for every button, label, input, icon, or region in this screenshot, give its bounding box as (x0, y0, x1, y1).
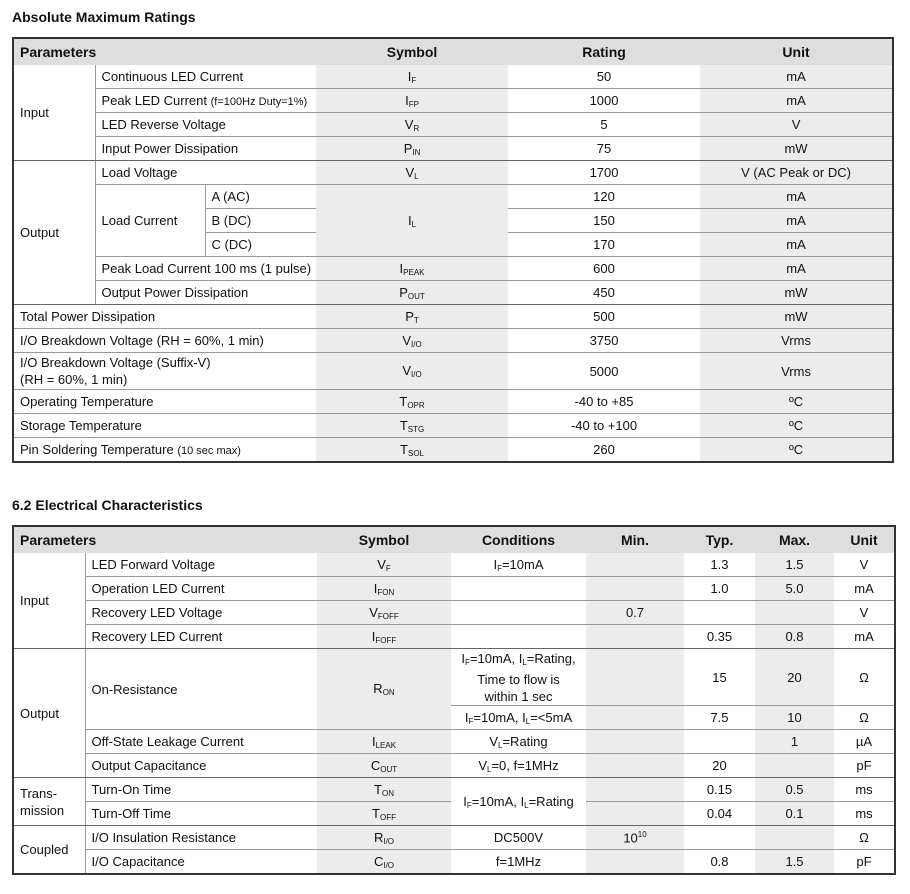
max-cell: 1.5 (755, 850, 834, 875)
symbol-cell: $V_{I/O}$ (316, 353, 508, 390)
table-row (13, 185, 893, 209)
unit-cell: ºC (700, 390, 893, 414)
param-cell: Peak Load Current 100 ms (1 pulse) (95, 257, 316, 281)
table-row (13, 438, 893, 463)
symbol-cell: $I_{FP}$ (316, 89, 508, 113)
rating-cell: -40 to +100 (508, 414, 700, 438)
unit-cell: mW (700, 281, 893, 305)
symbol-cell: $I_L$ (316, 185, 508, 257)
min-cell (586, 754, 684, 778)
load-current-label: Load Current (95, 185, 205, 257)
conditions-cell: $V_L=0$, f=1MHz (451, 754, 586, 778)
table-row (13, 329, 893, 353)
unit-cell: Vrms (700, 329, 893, 353)
conditions-cell (451, 625, 586, 649)
unit-cell: mW (700, 137, 893, 161)
symbol-cell: $I_{PEAK}$ (316, 257, 508, 281)
table-row (13, 601, 895, 625)
typ-cell: 20 (684, 754, 755, 778)
param-cell: C (DC) (205, 233, 316, 257)
section-title-absolute-max: Absolute Maximum Ratings (12, 9, 196, 25)
conditions-cell (451, 577, 586, 601)
rating-cell: 3750 (508, 329, 700, 353)
param-cell: Input Power Dissipation (95, 137, 316, 161)
param-cell: Pin Soldering Temperature (10 sec max) (20, 442, 241, 457)
param-cell: B (DC) (205, 209, 316, 233)
min-cell (586, 778, 684, 802)
rating-cell: 5 (508, 113, 700, 137)
electrical-characteristics-table (12, 525, 896, 875)
conditions-cell: $I_F=10mA$ (451, 553, 586, 577)
min-cell: $10^{10}$ (586, 826, 684, 850)
param-cell: I/O Breakdown Voltage (Suffix-V) (RH = 60%, 1 min) (13, 353, 316, 390)
table-row (13, 778, 895, 802)
conditions-cell: DC500V (451, 826, 586, 850)
table-row (13, 850, 895, 875)
max-cell: 1.5 (755, 553, 834, 577)
symbol-cell: $V_R$ (316, 113, 508, 137)
symbol-cell: $R_{ON}$ (317, 649, 451, 730)
max-cell: 1 (755, 730, 834, 754)
symbol-cell: $I_{FON}$ (317, 577, 451, 601)
rating-cell: 150 (508, 209, 700, 233)
unit-cell: mA (700, 185, 893, 209)
group-input: Input (13, 553, 85, 649)
typ-cell: 0.15 (684, 778, 755, 802)
unit-cell: mA (700, 65, 893, 89)
group-input: Input (13, 65, 95, 161)
symbol-cell: $P_T$ (316, 305, 508, 329)
symbol-cell: $P_{IN}$ (316, 137, 508, 161)
table-row (13, 305, 893, 329)
symbol-cell: $V_L$ (316, 161, 508, 185)
unit-cell: mA (700, 257, 893, 281)
unit-cell: ºC (700, 438, 893, 463)
table-row (13, 553, 895, 577)
max-cell: 0.5 (755, 778, 834, 802)
header-conditions: Conditions (451, 526, 586, 553)
symbol-cell: $V_F$ (317, 553, 451, 577)
unit-cell: ms (834, 778, 895, 802)
param-cell: Operation LED Current (85, 577, 317, 601)
param-cell: Output Power Dissipation (95, 281, 316, 305)
table-row (13, 89, 893, 113)
unit-cell: mA (700, 209, 893, 233)
param-cell: Operating Temperature (13, 390, 316, 414)
rating-cell: 450 (508, 281, 700, 305)
symbol-cell: $I_F$ (316, 65, 508, 89)
param-cell: Storage Temperature (13, 414, 316, 438)
unit-cell: mW (700, 305, 893, 329)
param-cell: A (AC) (205, 185, 316, 209)
table-row (13, 65, 893, 89)
symbol-cell: $I_{LEAK}$ (317, 730, 451, 754)
table-row (13, 353, 893, 390)
min-cell (586, 553, 684, 577)
symbol-cell: $V_{FOFF}$ (317, 601, 451, 625)
conditions-cell: $V_L=Rating$ (451, 730, 586, 754)
conditions-cell: f=1MHz (495, 854, 542, 869)
param-cell: LED Forward Voltage (85, 553, 317, 577)
min-cell (586, 625, 684, 649)
typ-cell: 0.8 (710, 854, 729, 869)
param-cell: Turn-Off Time (85, 802, 317, 826)
header-parameters: Parameters (13, 38, 316, 65)
conditions-cell: $I_F=10mA$, $I_L=<5mA$ (451, 706, 586, 730)
symbol-cell: $T_{ON}$ (317, 778, 451, 802)
typ-cell (684, 730, 755, 754)
unit-cell: mA (834, 625, 895, 649)
unit-cell: Ω (834, 649, 895, 706)
symbol-cell: $T_{STG}$ (316, 414, 508, 438)
table-row (13, 625, 895, 649)
header-min: Min. (586, 526, 684, 553)
param-cell: Off-State Leakage Current (85, 730, 317, 754)
symbol-cell: $P_{OUT}$ (316, 281, 508, 305)
param-cell: Recovery LED Voltage (85, 601, 317, 625)
header-typ: Typ. (684, 526, 755, 553)
symbol-cell: $T_{OPR}$ (316, 390, 508, 414)
rating-cell: 600 (508, 257, 700, 281)
rating-cell: 120 (508, 185, 700, 209)
unit-cell: µA (834, 730, 895, 754)
unit-cell: Vrms (700, 353, 893, 390)
max-cell: 10 (755, 706, 834, 730)
rating-cell: 1000 (508, 89, 700, 113)
symbol-cell: $C_{OUT}$ (317, 754, 451, 778)
table-row (13, 390, 893, 414)
symbol-cell: $T_{OFF}$ (317, 802, 451, 826)
table-row (13, 113, 893, 137)
min-cell (586, 649, 684, 706)
rating-cell: 170 (508, 233, 700, 257)
section-title-electrical: 6.2 Electrical Characteristics (12, 497, 203, 513)
table-row (13, 649, 895, 706)
rating-cell: 260 (593, 442, 615, 457)
header-rating: Rating (508, 38, 700, 65)
typ-cell: 15 (684, 649, 755, 706)
unit-cell: V (834, 601, 895, 625)
header-max: Max. (755, 526, 834, 553)
unit-cell: pF (856, 854, 872, 869)
param-cell: Peak LED Current (f=100Hz Duty=1%) (95, 89, 316, 113)
rating-cell: 1700 (508, 161, 700, 185)
rating-cell: 5000 (508, 353, 700, 390)
min-cell (586, 802, 684, 826)
param-cell: Turn-On Time (85, 778, 317, 802)
min-cell (586, 577, 684, 601)
symbol-cell: $T_{SOL}$ (316, 438, 508, 463)
conditions-cell: $I_F=10mA$, $I_L=Rating$ (451, 778, 586, 826)
param-cell: LED Reverse Voltage (95, 113, 316, 137)
table-row (13, 754, 895, 778)
rating-cell: 50 (508, 65, 700, 89)
max-cell (755, 826, 834, 850)
max-cell: 5.0 (755, 577, 834, 601)
header-unit: Unit (700, 38, 893, 65)
unit-cell: Ω (834, 826, 895, 850)
absolute-maximum-ratings-table (12, 37, 894, 463)
typ-cell: 0.35 (684, 625, 755, 649)
typ-cell: 0.04 (684, 802, 755, 826)
typ-cell: 1.3 (684, 553, 755, 577)
header-row (13, 38, 893, 65)
header-symbol: Symbol (317, 526, 451, 553)
conditions-cell (451, 601, 586, 625)
unit-cell: V (700, 113, 893, 137)
table-row (13, 161, 893, 185)
rating-cell: 500 (508, 305, 700, 329)
max-cell: 0.8 (755, 625, 834, 649)
typ-cell: 1.0 (684, 577, 755, 601)
unit-cell: mA (700, 233, 893, 257)
table-row (13, 730, 895, 754)
max-cell: 0.1 (755, 802, 834, 826)
header-unit: Unit (834, 526, 895, 553)
min-cell: 0.7 (586, 601, 684, 625)
header-row (13, 526, 895, 553)
symbol-cell: $R_{I/O}$ (317, 826, 451, 850)
group-transmission: Trans- mission (13, 778, 85, 826)
param-cell: Total Power Dissipation (13, 305, 316, 329)
typ-cell (684, 826, 755, 850)
table-row (13, 137, 893, 161)
param-cell: Continuous LED Current (95, 65, 316, 89)
max-cell (755, 601, 834, 625)
param-cell: On-Resistance (85, 649, 317, 730)
param-cell: I/O Breakdown Voltage (RH = 60%, 1 min) (13, 329, 316, 353)
conditions-cell: $I_F=10mA$, $I_L=Rating$, Time to flow is within 1 sec (451, 649, 586, 706)
param-cell: Output Capacitance (85, 754, 317, 778)
unit-cell: Ω (834, 706, 895, 730)
unit-cell: V (834, 553, 895, 577)
unit-cell: mA (834, 577, 895, 601)
unit-cell: ºC (700, 414, 893, 438)
unit-cell: V (AC Peak or DC) (700, 161, 893, 185)
header-parameters: Parameters (13, 526, 317, 553)
min-cell (586, 706, 684, 730)
header-symbol: Symbol (316, 38, 508, 65)
max-cell (755, 754, 834, 778)
group-output: Output (13, 649, 85, 778)
param-cell: Load Voltage (95, 161, 316, 185)
typ-cell (684, 601, 755, 625)
symbol-cell: $C_{I/O}$ (317, 850, 451, 875)
table-row (13, 414, 893, 438)
typ-cell: 7.5 (684, 706, 755, 730)
table-row (13, 257, 893, 281)
table-row (13, 577, 895, 601)
table-row (13, 281, 893, 305)
table-row (13, 826, 895, 850)
min-cell (586, 730, 684, 754)
group-output: Output (13, 161, 95, 305)
unit-cell: pF (834, 754, 895, 778)
unit-cell: mA (700, 89, 893, 113)
symbol-cell: $V_{I/O}$ (316, 329, 508, 353)
rating-cell: -40 to +85 (508, 390, 700, 414)
min-cell (586, 850, 684, 875)
symbol-cell: $I_{FOFF}$ (317, 625, 451, 649)
param-cell: I/O Insulation Resistance (85, 826, 317, 850)
param-cell: Recovery LED Current (85, 625, 317, 649)
rating-cell: 75 (508, 137, 700, 161)
max-cell: 20 (755, 649, 834, 706)
unit-cell: ms (834, 802, 895, 826)
group-coupled: Coupled (13, 826, 85, 875)
param-cell: I/O Capacitance (91, 854, 185, 869)
